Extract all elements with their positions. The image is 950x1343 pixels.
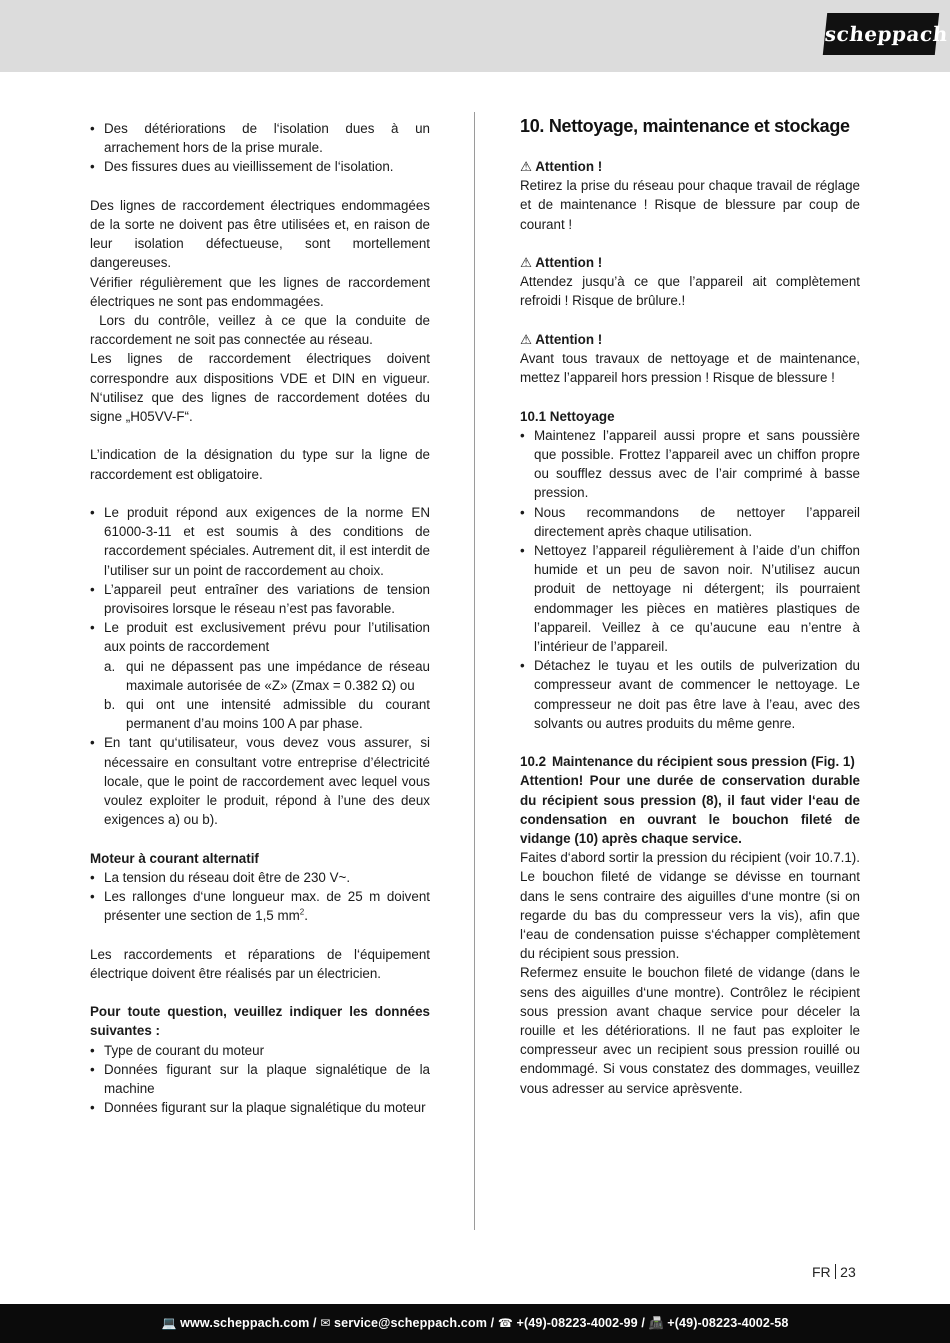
sub-list-marker: b. [104, 697, 116, 713]
list-item: • Nous recommandons de nettoyer l’appareil directement après chaque utilisation. [520, 503, 860, 541]
right-column [520, 116, 860, 1098]
question-heading: Pour toute question, veuillez indiquer les données suivantes : [90, 1004, 430, 1039]
sub-list [104, 657, 430, 734]
list-item [90, 887, 430, 925]
paragraph: L’indication de la désignation du type sur la ligne de raccordement est obligatoire. [90, 447, 430, 482]
list-item [90, 618, 430, 733]
cleaning-subheading: 10.1 Nettoyage [520, 408, 615, 424]
warning-icon: ⚠ [520, 159, 533, 174]
list-item: • Type de courant du moteur [90, 1041, 430, 1060]
superscript: 2 [299, 907, 305, 917]
warning-icon: ⚠ [520, 331, 533, 347]
sub-list-item [104, 657, 430, 695]
list-item: • Des fissures dues au vieillissement de l‘isolation. [90, 157, 430, 176]
page-lang: FR [812, 1264, 831, 1280]
subheading-number: 10.2 [520, 754, 547, 770]
list-item: • Données figurant sur la plaque signalétique de la machine [90, 1060, 430, 1098]
attention-label: Attention ! [535, 255, 603, 270]
sub-list-text: qui ne dépassent pas une impédance de réseau maximale autorisée de «Z» (Zmax = 0.382 Ω) ou [126, 658, 430, 693]
paragraph: Les raccordements et réparations de l‘équipement électrique doivent être réalisés par un électricien. [90, 946, 430, 981]
left-column [90, 119, 434, 1117]
list-item-end: . [304, 908, 308, 924]
fax-icon: 📠 [648, 1316, 664, 1330]
attention-heading [520, 330, 860, 349]
question-list [90, 1041, 430, 1118]
paragraph: Vérifier régulièrement que les lignes de raccordement électriques ne sont pas endommagées. [90, 274, 430, 309]
cleaning-list [520, 426, 860, 733]
list-item-text: Le produit est exclusivement prévu pour l’utilisation aux points de raccordement [104, 620, 430, 655]
motor-heading: Moteur à courant alternatif [90, 850, 259, 866]
paragraph: Lors du contrôle, veillez à ce que la conduite de raccordement ne soit pas connectée au réseau. [90, 313, 434, 348]
list-item-text: Les rallonges d‘une longueur max. de 25 m doivent présenter une section de 1,5 mm [104, 889, 430, 924]
mail-icon: ✉ [320, 1316, 331, 1330]
list-item: • Nettoyez l’appareil régulièrement à l’aide d’un chiffon humide et un peu de savon noir. N’utilisez aucun produit de nettoyage ni détergent; ils pourraient endommager les pièces en matières plastiques de l’appareil. Veillez à ce qu’aucune eau n’entre à l’intérieur de l’appareil. [520, 541, 860, 656]
attention-label: Attention ! [535, 159, 603, 174]
paragraph: Refermez ensuite le bouchon fileté de vidange (dans le sens des aiguilles d‘une montre). Contrôlez le récipient sous pression avant chaque service pour déceler la rouille et les détériorations. Il ne faut pas exploiter le compresseur avec un recipient sous pression rouillé ou endommagé. Si vous constatez des dommages, veuillez vous adresser au service aprèsvente. [520, 965, 860, 1096]
footer-email[interactable]: service@scheppach.com / [334, 1316, 495, 1330]
paragraph: Faites d‘abord sortir la pression du récipient (voir 10.7.1). Le bouchon fileté de vidange se dévisse en tournant dans le sens contraire des aiguilles d‘une montre (si on regarde du bas du compresseur vers la vis), afin que l‘eau de condensation puisse s‘échapper complètement du récipient sous pression. [520, 850, 860, 962]
sub-list-text: qui ont une intensité admissible du courant permanent d’au moins 100 A par phase. [126, 697, 430, 732]
maintenance-warning: Attention! Pour une durée de conservation durable du récipient sous pression (8), il faut vider l‘eau de condensation en ouvrant le bouchon fileté de vidange (10) après chaque service. [520, 773, 860, 847]
subheading-title: Maintenance du récipient sous pression (Fig. 1) [552, 754, 855, 770]
warning-text: Attendez jusqu’à ce que l’appareil ait complètement refroidi ! Risque de brûlure.! [520, 274, 860, 309]
connection-requirements-list [90, 503, 430, 829]
list-item: • Le produit répond aux exigences de la norme EN 61000-3-11 et est soumis à des conditions de raccordement spéciales. Autrement dit, il est interdit de l’utiliser sur un point de raccordement au choix. [90, 503, 430, 580]
list-item: • L’appareil peut entraîner des variations de tension provisoires lorsque le réseau n’est pas favorable. [90, 580, 430, 618]
warning-text: Retirez la prise du réseau pour chaque travail de réglage et de maintenance ! Risque de blessure par coup de courant ! [520, 178, 860, 232]
list-item: • Maintenez l’appareil aussi propre et sans poussière que possible. Frottez l’appareil avec un chiffon propre ou soufflez dessus avec de l’air comprimé à basse pression. [520, 426, 860, 503]
sub-list-item [104, 695, 430, 733]
warning-text: Avant tous travaux de nettoyage et de maintenance, mettez l’appareil hors pression ! Risque de blessure ! [520, 351, 860, 386]
footer-fax: +(49)-08223-4002-58 [667, 1316, 789, 1330]
list-item: • La tension du réseau doit être de 230 V~. [90, 868, 430, 887]
attention-heading [520, 253, 860, 272]
computer-icon: 💻 [161, 1316, 177, 1330]
phone-icon: ☎ [497, 1316, 513, 1330]
footer-bar [0, 1304, 950, 1343]
paragraph: Les lignes de raccordement électriques doivent correspondre aux dispositions VDE et DIN en vigueur. N‘utilisez que des lignes de raccordement dotées du signe „H05VV-F“. [90, 351, 430, 425]
list-item: • Données figurant sur la plaque signalétique du moteur [90, 1098, 430, 1117]
warning-icon: ⚠ [520, 255, 533, 270]
column-divider [474, 112, 475, 1230]
header-bar [0, 0, 950, 72]
maintenance-subheading [520, 752, 860, 771]
attention-heading [520, 157, 860, 176]
brand-logo: scheppach [823, 13, 939, 55]
list-item: • Détachez le tuyau et les outils de pulverization du compresseur avant de commencer le nettoyage. Le compresseur ne doit pas être lave à l’eau, avec des solvants ou autres produits du même genre. [520, 656, 860, 733]
section-title: 10. Nettoyage, maintenance et stockage [520, 116, 850, 136]
motor-list [90, 868, 430, 926]
footer-phone: +(49)-08223-4002-99 / [516, 1316, 645, 1330]
page-separator [835, 1264, 837, 1279]
attention-label: Attention ! [535, 331, 603, 347]
page-number [812, 1264, 856, 1280]
footer-website[interactable]: www.scheppach.com / [180, 1316, 317, 1330]
page-index: 23 [840, 1264, 856, 1280]
list-item: • Des détériorations de l‘isolation dues à un arrachement hors de la prise murale. [90, 119, 430, 157]
paragraph: Des lignes de raccordement électriques endommagées de la sorte ne doivent pas être utilisées et, en raison de leur isolation défectueuse, sont mortellement dangereuses. [90, 197, 430, 271]
list-item: • En tant qu‘utilisateur, vous devez vous assurer, si nécessaire en consultant votre entreprise d’électricité locale, que le point de raccordement avec lequel vous voulez exploiter le produit, répond à l’une des deux exigences a) ou b). [90, 733, 430, 829]
insulation-list [90, 119, 430, 177]
sub-list-marker: a. [104, 658, 116, 674]
